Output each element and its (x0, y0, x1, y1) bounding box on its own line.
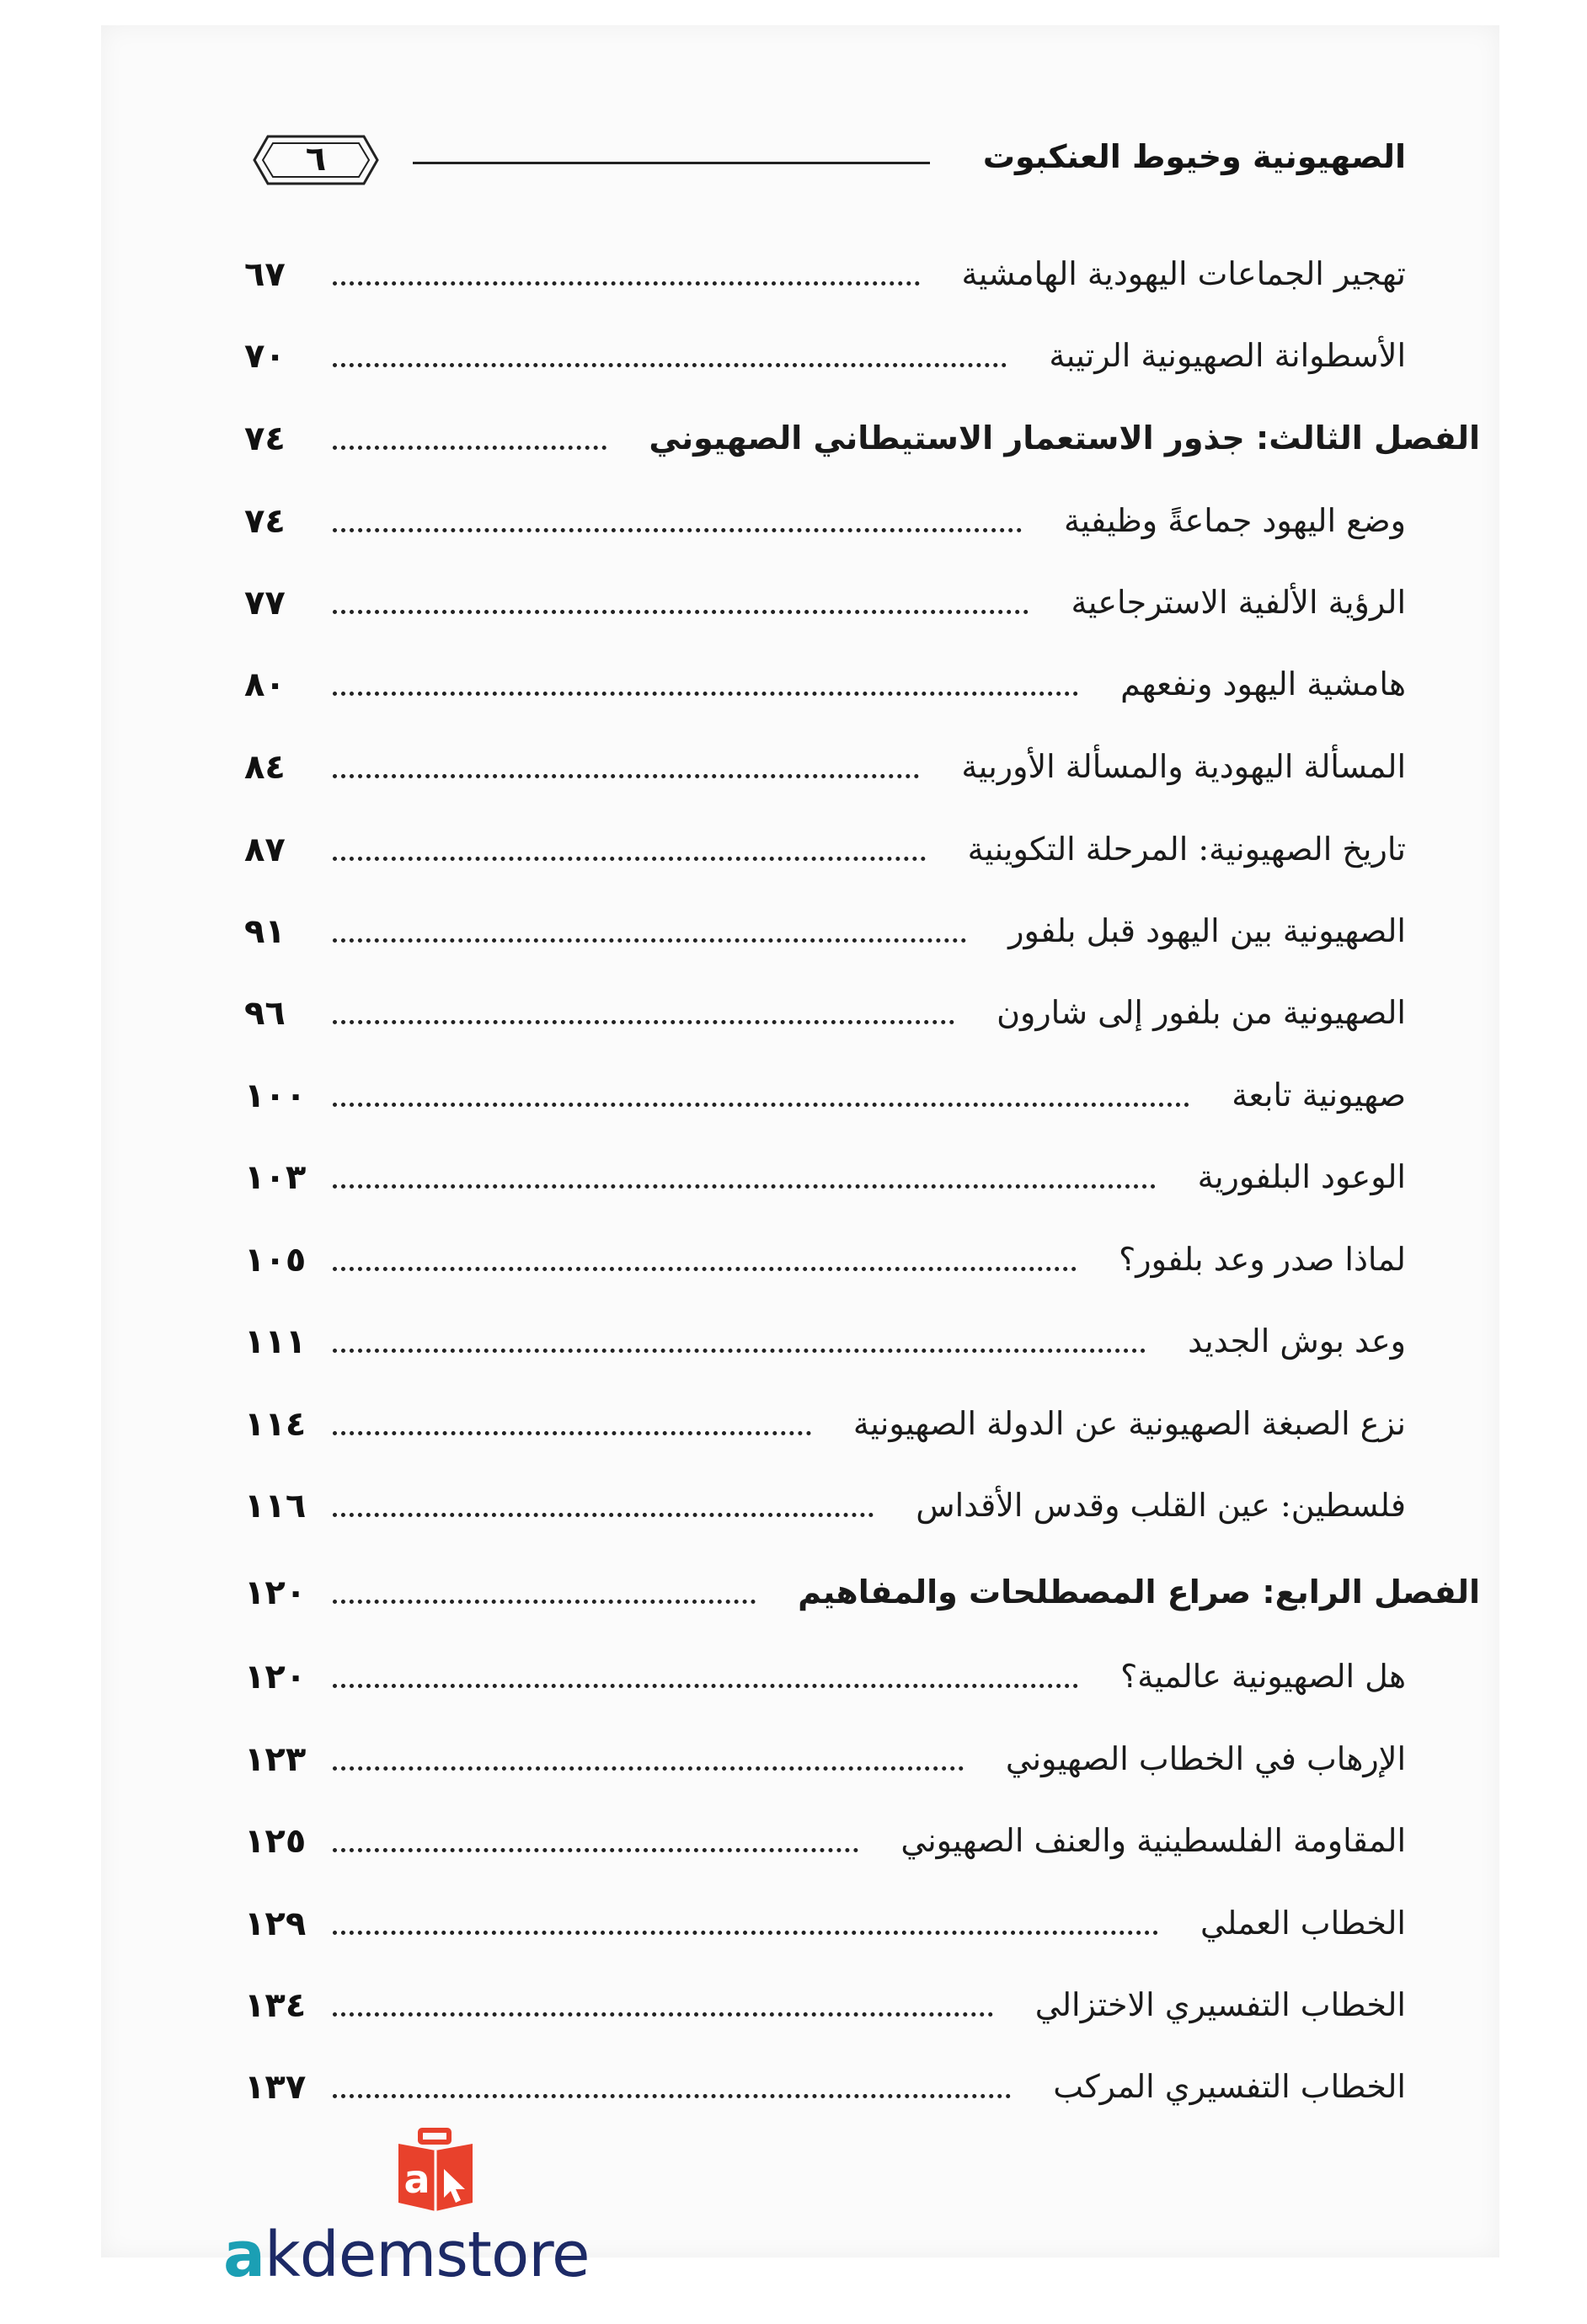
toc-page-number: ٧٧ (244, 584, 286, 622)
toc-entry-row (244, 1971, 1406, 2038)
toc-dot-leader (333, 2012, 993, 2017)
toc-dot-leader (333, 363, 1007, 367)
toc-entry-title: صهيونية تابعة (1232, 1077, 1406, 1114)
toc-entry-title: الأسطوانة الصهيونية الرتيبة (1049, 337, 1406, 374)
toc-entry-row (244, 979, 1406, 1046)
toc-entry-title: الإرهاب في الخطاب الصهيوني (1005, 1740, 1406, 1777)
toc-entry-title: المقاومة الفلسطينية والعنف الصهيوني (900, 1822, 1406, 1859)
store-logo (223, 2127, 661, 2291)
toc-entry-title: الرؤية الألفية الاسترجاعية (1071, 584, 1406, 621)
toc-page-number: ٩٦ (244, 994, 286, 1033)
page-number: ٦ (305, 140, 327, 179)
toc-entry-row (244, 897, 1406, 964)
toc-entry-row (244, 1889, 1406, 1957)
toc-dot-leader (333, 281, 920, 286)
toc-dot-leader (333, 1184, 1156, 1189)
toc-page-number: ٨٧ (244, 831, 286, 869)
toc-entry-title: الوعود البلفورية (1197, 1158, 1406, 1195)
toc-page-number: ١١٤ (244, 1405, 307, 1444)
toc-page-number: ١٠٥ (244, 1241, 307, 1280)
toc-entry-title: هامشية اليهود ونفعهم (1120, 665, 1406, 703)
toc-entry-row (244, 1472, 1406, 1539)
toc-entry-row (244, 322, 1406, 389)
toc-dot-leader (333, 1600, 756, 1604)
toc-page-number: ٧٤ (244, 419, 286, 458)
toc-entry-title: المسألة اليهودية والمسألة الأوربية (961, 748, 1406, 785)
toc-dot-leader (333, 1431, 811, 1435)
toc-entry-title: الفصل الرابع: صراع المصطلحات والمفاهيم (798, 1573, 1480, 1611)
toc-dot-leader (333, 610, 1029, 614)
toc-page-number: ١٠٠ (244, 1077, 307, 1115)
toc-entry-title: هل الصهيونية عالمية؟ (1120, 1658, 1406, 1695)
toc-page-number: ٨٠ (244, 665, 286, 704)
toc-dot-leader (333, 2094, 1011, 2098)
toc-page-number: ١٣٤ (244, 1986, 307, 2025)
toc-entry-row (244, 1307, 1406, 1375)
toc-page-number: ٧٠ (244, 337, 286, 376)
toc-page-number: ١٢٥ (244, 1822, 307, 1861)
logo-wordmark-prefix: a (223, 2219, 264, 2291)
toc-chapter-row (244, 1558, 1480, 1626)
toc-dot-leader (333, 1020, 954, 1024)
toc-entry-title: الخطاب العملي (1200, 1905, 1406, 1942)
toc-entry-row (244, 650, 1406, 718)
toc-dot-leader (333, 774, 919, 778)
toc-page-number: ٩١ (244, 912, 286, 951)
toc-entry-row (244, 1807, 1406, 1874)
toc-page-number: ١٢٠ (244, 1573, 307, 1612)
toc-entry-title: وعد بوش الجديد (1188, 1322, 1406, 1360)
toc-page-number: ١١١ (244, 1322, 307, 1361)
toc-entry-title: الخطاب التفسيري المركب (1053, 2068, 1406, 2105)
toc-dot-leader (333, 1766, 964, 1771)
logo-wordmark (223, 2219, 590, 2291)
toc-dot-leader (333, 1349, 1146, 1353)
toc-entry-title: فلسطين: عين القلب وقدس الأقداس (916, 1487, 1406, 1524)
toc-dot-leader (333, 1267, 1077, 1271)
running-title: الصهيونية وخيوط العنكبوت (982, 138, 1406, 175)
toc-dot-leader (333, 938, 966, 943)
toc-entry-title: تاريخ الصهيونية: المرحلة التكوينية (967, 831, 1406, 868)
toc-entry-title: الصهيونية بين اليهود قبل بلفور (1008, 912, 1406, 949)
toc-entry-row (244, 569, 1406, 636)
toc-entry-row (244, 1725, 1406, 1792)
toc-entry-row (244, 815, 1406, 883)
toc-entry-row (244, 733, 1406, 800)
toc-page-number: ١٢٠ (244, 1658, 307, 1696)
toc-entry-row (244, 487, 1406, 554)
toc-page-number: ١٠٣ (244, 1158, 307, 1197)
toc-page-number: ٧٤ (244, 502, 286, 541)
toc-dot-leader (333, 1848, 858, 1852)
toc-dot-leader (333, 528, 1022, 532)
toc-dot-leader (333, 692, 1078, 696)
toc-dot-leader (333, 857, 926, 861)
toc-entry-row (244, 1390, 1406, 1457)
logo-icon-letter: a (403, 2156, 430, 2202)
toc-chapter-row (244, 404, 1480, 472)
toc-entry-row (244, 1061, 1406, 1129)
toc-dot-leader (333, 446, 606, 450)
toc-page-number: ١٣٧ (244, 2068, 307, 2107)
toc-entry-title: تهجير الجماعات اليهودية الهامشية (961, 255, 1406, 292)
toc-entry-title: الصهيونية من بلفور إلى شارون (997, 994, 1406, 1031)
toc-dot-leader (333, 1684, 1078, 1688)
toc-entry-title: الفصل الثالث: جذور الاستعمار الاستيطاني الصهيوني (649, 419, 1480, 457)
toc-page-number: ٦٧ (244, 255, 286, 294)
toc-page-number: ٨٤ (244, 748, 286, 787)
toc-page-number: ١٢٣ (244, 1740, 307, 1779)
toc-page-number: ١٢٩ (244, 1905, 307, 1943)
toc-entry-row (244, 2053, 1406, 2120)
toc-entry-row (244, 1643, 1406, 1710)
toc-dot-leader (333, 1931, 1158, 1935)
toc-dot-leader (333, 1103, 1189, 1107)
toc-page-number: ١١٦ (244, 1487, 307, 1525)
toc-entry-title: وضع اليهود جماعةً وظيفية (1064, 502, 1406, 539)
toc-entry-row (244, 240, 1406, 307)
toc-entry-row (244, 1143, 1406, 1210)
toc-entry-title: لماذا صدر وعد بلفور؟ (1119, 1241, 1406, 1278)
toc-dot-leader (333, 1513, 874, 1517)
toc-entry-row (244, 1226, 1406, 1293)
toc-entry-title: الخطاب التفسيري الاختزالي (1034, 1986, 1406, 2023)
logo-wordmark-rest: kdemstore (264, 2219, 590, 2291)
toc-entry-title: نزع الصبغة الصهيونية عن الدولة الصهيونية (852, 1405, 1406, 1442)
book-cursor-icon (392, 2127, 484, 2215)
